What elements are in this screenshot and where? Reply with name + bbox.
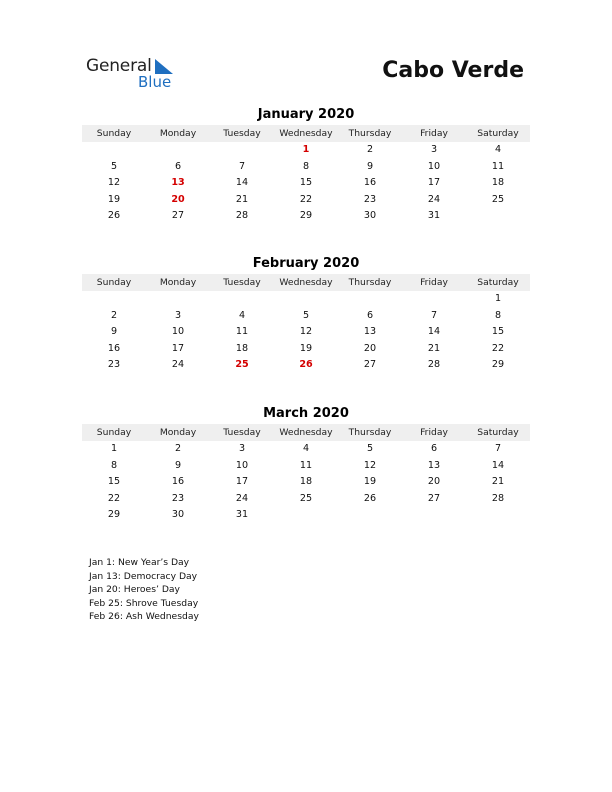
- day-cell: 5: [110, 160, 118, 172]
- day-cell: 28: [235, 210, 249, 222]
- week-row: [82, 441, 530, 458]
- day-cell: 22: [107, 492, 121, 504]
- day-cell: 26: [107, 210, 121, 222]
- day-cell: 31: [235, 509, 249, 521]
- logo-text-general: General: [86, 56, 152, 76]
- empty-cell: [82, 142, 146, 159]
- day-cell: 16: [171, 476, 185, 488]
- weekday-label: Sunday: [96, 277, 132, 288]
- day-cell: 17: [427, 177, 441, 189]
- day-cell: 24: [235, 492, 249, 504]
- day-cell: 28: [491, 492, 505, 504]
- day-cell: 23: [171, 492, 185, 504]
- day-cell: 10: [427, 160, 441, 172]
- empty-cell: [466, 507, 530, 524]
- weekday-label: Saturday: [477, 128, 519, 139]
- day-cell: 3: [174, 309, 182, 321]
- day-cell: 4: [302, 443, 310, 454]
- weekday-label: Wednesday: [279, 427, 333, 438]
- day-cell: 5: [366, 443, 374, 454]
- day-cell: 21: [491, 476, 505, 488]
- week-row: [82, 474, 530, 491]
- day-cell: 9: [110, 326, 118, 338]
- week-row: [82, 192, 530, 209]
- day-cell: 10: [235, 459, 249, 471]
- day-cell: 24: [427, 193, 441, 205]
- day-cell: 10: [171, 326, 185, 338]
- day-cell: 11: [235, 326, 249, 338]
- day-cell: 20: [427, 476, 441, 488]
- day-cell: 12: [363, 459, 377, 471]
- holiday-item: Feb 25: Shrove Tuesday: [89, 597, 199, 609]
- day-cell: 12: [107, 177, 121, 189]
- day-cell: 15: [491, 326, 505, 338]
- day-cell: 2: [110, 309, 118, 321]
- day-cell: 5: [302, 309, 310, 321]
- day-cell: 19: [107, 193, 121, 205]
- day-cell: 14: [427, 326, 441, 338]
- day-cell: 18: [235, 342, 249, 354]
- day-cell: 26: [299, 359, 313, 371]
- day-cell: 8: [494, 309, 502, 321]
- weekday-label: Monday: [159, 427, 197, 438]
- week-row: [82, 324, 530, 341]
- month-title: January 2020: [257, 107, 355, 122]
- weekday-header: [82, 274, 530, 291]
- day-cell: 22: [491, 342, 505, 354]
- day-cell: 27: [427, 492, 441, 504]
- month-january: [82, 107, 530, 225]
- week-row: [82, 208, 530, 225]
- week-row: [82, 341, 530, 358]
- day-cell: 30: [171, 509, 185, 521]
- empty-cell: [146, 291, 210, 308]
- day-cell: 13: [171, 177, 185, 189]
- empty-cell: [210, 291, 274, 308]
- day-cell: 4: [494, 144, 502, 155]
- holiday-item: Jan 13: Democracy Day: [89, 570, 198, 582]
- weekday-label: Tuesday: [223, 128, 261, 139]
- day-cell: 2: [174, 443, 182, 454]
- week-row: [82, 458, 530, 475]
- empty-cell: [338, 507, 402, 524]
- week-row: [82, 507, 530, 524]
- month-weeks: [82, 142, 530, 225]
- day-cell: 8: [110, 459, 118, 471]
- empty-cell: [402, 291, 466, 308]
- day-cell: 24: [171, 359, 185, 371]
- day-cell: 19: [363, 476, 377, 488]
- day-cell: 20: [171, 193, 185, 205]
- week-row: [82, 308, 530, 325]
- weekday-label: Tuesday: [223, 427, 261, 438]
- weekday-label: Monday: [159, 128, 197, 139]
- weekday-header: [82, 125, 530, 142]
- empty-cell: [466, 208, 530, 225]
- day-cell: 6: [430, 443, 438, 454]
- day-cell: 7: [494, 443, 502, 454]
- day-cell: 14: [235, 177, 249, 189]
- day-cell: 31: [427, 210, 441, 222]
- day-cell: 25: [299, 492, 313, 504]
- day-cell: 1: [302, 144, 310, 155]
- day-cell: 7: [238, 160, 246, 172]
- day-cell: 9: [174, 459, 182, 471]
- day-cell: 3: [238, 443, 246, 454]
- week-row: [82, 291, 530, 308]
- day-cell: 17: [235, 476, 249, 488]
- day-cell: 27: [171, 210, 185, 222]
- empty-cell: [274, 507, 338, 524]
- day-cell: 14: [491, 459, 505, 471]
- logo: [86, 56, 182, 92]
- day-cell: 4: [238, 309, 246, 321]
- week-row: [82, 175, 530, 192]
- day-cell: 8: [302, 160, 310, 172]
- day-cell: 18: [299, 476, 313, 488]
- holiday-item: Feb 26: Ash Wednesday: [89, 611, 199, 622]
- day-cell: 19: [299, 342, 313, 354]
- day-cell: 21: [235, 193, 249, 205]
- weekday-label: Saturday: [477, 277, 519, 288]
- day-cell: 13: [427, 459, 441, 471]
- day-cell: 21: [427, 342, 441, 354]
- month-march: [82, 406, 530, 524]
- day-cell: 6: [366, 309, 374, 321]
- weekday-label: Monday: [159, 277, 197, 288]
- day-cell: 29: [299, 210, 313, 222]
- day-cell: 17: [171, 342, 185, 354]
- empty-cell: [274, 291, 338, 308]
- day-cell: 30: [363, 210, 377, 222]
- weekday-label: Thursday: [348, 277, 392, 288]
- day-cell: 3: [430, 144, 438, 155]
- day-cell: 29: [107, 509, 121, 521]
- day-cell: 12: [299, 326, 313, 338]
- empty-cell: [338, 291, 402, 308]
- day-cell: 29: [491, 359, 505, 371]
- weekday-label: Saturday: [477, 427, 519, 438]
- day-cell: 13: [363, 326, 377, 338]
- day-cell: 22: [299, 193, 313, 205]
- day-cell: 1: [494, 293, 502, 304]
- day-cell: 6: [174, 160, 182, 172]
- empty-cell: [82, 291, 146, 308]
- weekday-label: Thursday: [348, 128, 392, 139]
- month-february: [82, 256, 530, 374]
- weekday-label: Thursday: [348, 427, 392, 438]
- day-cell: 1: [110, 443, 118, 454]
- weekday-header: [82, 424, 530, 441]
- day-cell: 28: [427, 359, 441, 371]
- day-cell: 7: [430, 309, 438, 321]
- day-cell: 18: [491, 177, 505, 189]
- month-weeks: [82, 441, 530, 524]
- month-title: March 2020: [263, 406, 349, 421]
- day-cell: 25: [491, 193, 505, 205]
- weekday-label: Sunday: [96, 427, 132, 438]
- holiday-item: Jan 1: New Year’s Day: [89, 557, 190, 568]
- week-row: [82, 357, 530, 374]
- weekday-label: Friday: [420, 128, 448, 139]
- day-cell: 26: [363, 492, 377, 504]
- week-row: [82, 142, 530, 159]
- week-row: [82, 491, 530, 508]
- empty-cell: [402, 507, 466, 524]
- day-cell: 25: [235, 359, 249, 371]
- weekday-label: Wednesday: [279, 277, 333, 288]
- weekday-label: Tuesday: [223, 277, 261, 288]
- holiday-item: Jan 20: Heroes’ Day: [89, 584, 180, 595]
- logo-text-blue: Blue: [138, 73, 172, 91]
- day-cell: 20: [363, 342, 377, 354]
- day-cell: 27: [363, 359, 377, 371]
- day-cell: 15: [107, 476, 121, 488]
- week-row: [82, 159, 530, 176]
- holiday-list: [89, 556, 199, 624]
- day-cell: 15: [299, 177, 313, 189]
- day-cell: 11: [491, 160, 505, 172]
- weekday-label: Sunday: [96, 128, 132, 139]
- day-cell: 23: [363, 193, 377, 205]
- month-weeks: [82, 291, 530, 374]
- day-cell: 11: [299, 459, 313, 471]
- country-title: Cabo Verde: [382, 58, 524, 83]
- empty-cell: [146, 142, 210, 159]
- weekday-label: Friday: [420, 427, 448, 438]
- day-cell: 16: [363, 177, 377, 189]
- month-title: February 2020: [252, 256, 360, 271]
- day-cell: 2: [366, 144, 374, 155]
- day-cell: 16: [107, 342, 121, 354]
- day-cell: 23: [107, 359, 121, 371]
- day-cell: 9: [366, 160, 374, 172]
- empty-cell: [210, 142, 274, 159]
- weekday-label: Wednesday: [279, 128, 333, 139]
- weekday-label: Friday: [420, 277, 448, 288]
